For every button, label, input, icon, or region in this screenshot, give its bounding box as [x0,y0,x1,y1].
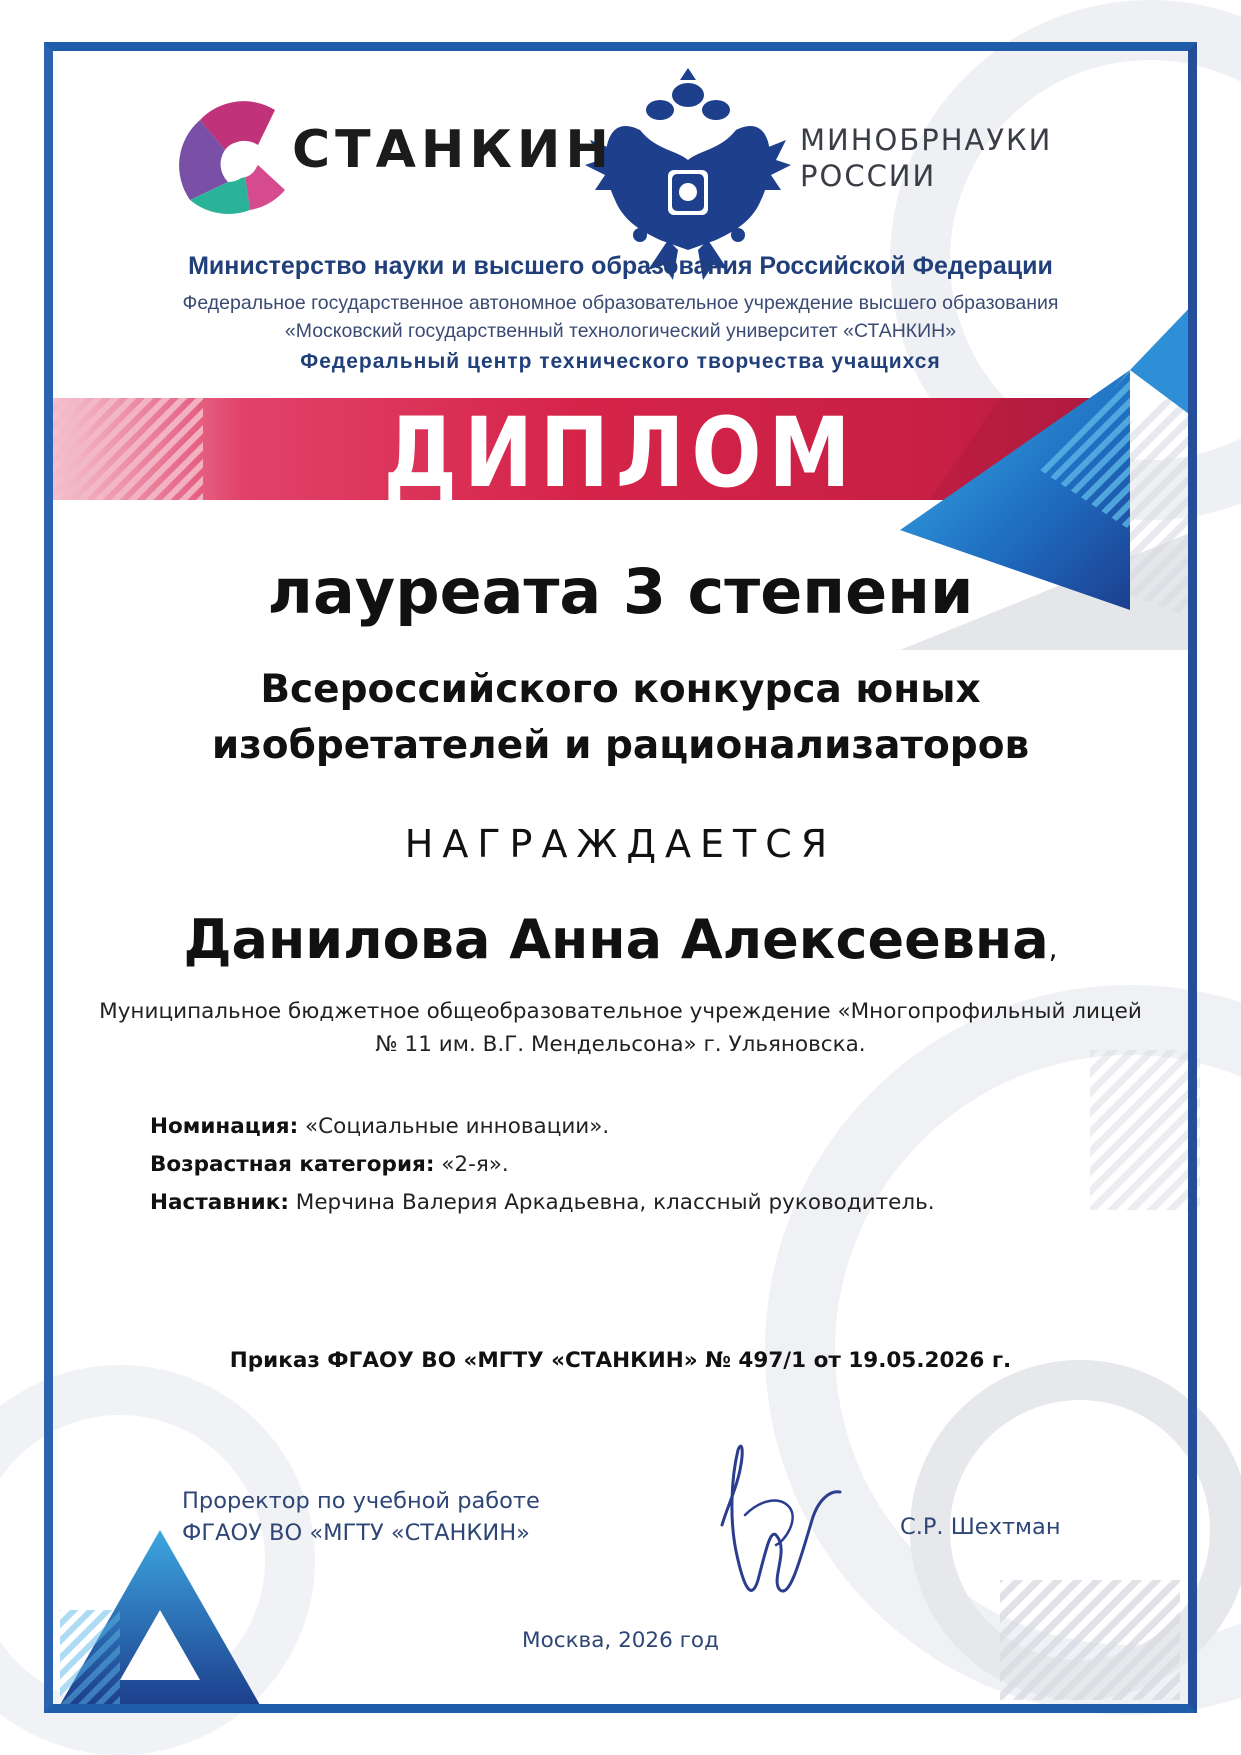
diploma-title: ДИПЛОМ [383,397,858,509]
recipient-name: Данилова Анна Алексеевна, [183,908,1058,971]
detail-nomination: Номинация: «Социальные инновации». [150,1114,610,1139]
institution-name: Федеральное государственное автономное образовательное учреждение высшего образования «Московский государственный технологический университет «СТАНКИН» [182,292,1059,342]
recipient-organization: Муниципальное бюджетное общеобразовательное учреждение «Многопрофильный лицей № 11 им. В.Г. Мендельсона» г. Ульяновска. [99,999,1142,1057]
award-details [150,1108,935,1222]
city-year: Москва, 2026 год [522,1628,719,1653]
center-name: Федеральный центр технического творчества учащихся [300,350,941,373]
ministry-full-name: Министерство науки и высшего образования Российской Федерации [188,252,1053,280]
stankin-logo-text: СТАНКИН [292,120,614,180]
detail-age-category: Возрастная категория: «2-я». [150,1152,509,1177]
degree-line: лауреата 3 степени [267,555,974,628]
order-reference: Приказ ФГАОУ ВО «МГТУ «СТАНКИН» № 497/1 от 19.05.2026 г. [229,1348,1012,1373]
awarded-label: НАГРАЖДАЕТСЯ [404,822,837,866]
detail-mentor: Наставник: Мерчина Валерия Аркадьевна, классный руководитель. [150,1190,935,1215]
minobrnauki-logo-text: МИНОБРНАУКИ РОССИИ [800,123,1053,193]
signer-position: Проректор по учебной работе ФГАОУ ВО «МГТУ «СТАНКИН» [182,1488,540,1546]
signer-name: С.Р. Шехтман [900,1514,1061,1540]
contest-name: Всероссийского конкурса юных изобретателей и рационализаторов [211,667,1030,768]
